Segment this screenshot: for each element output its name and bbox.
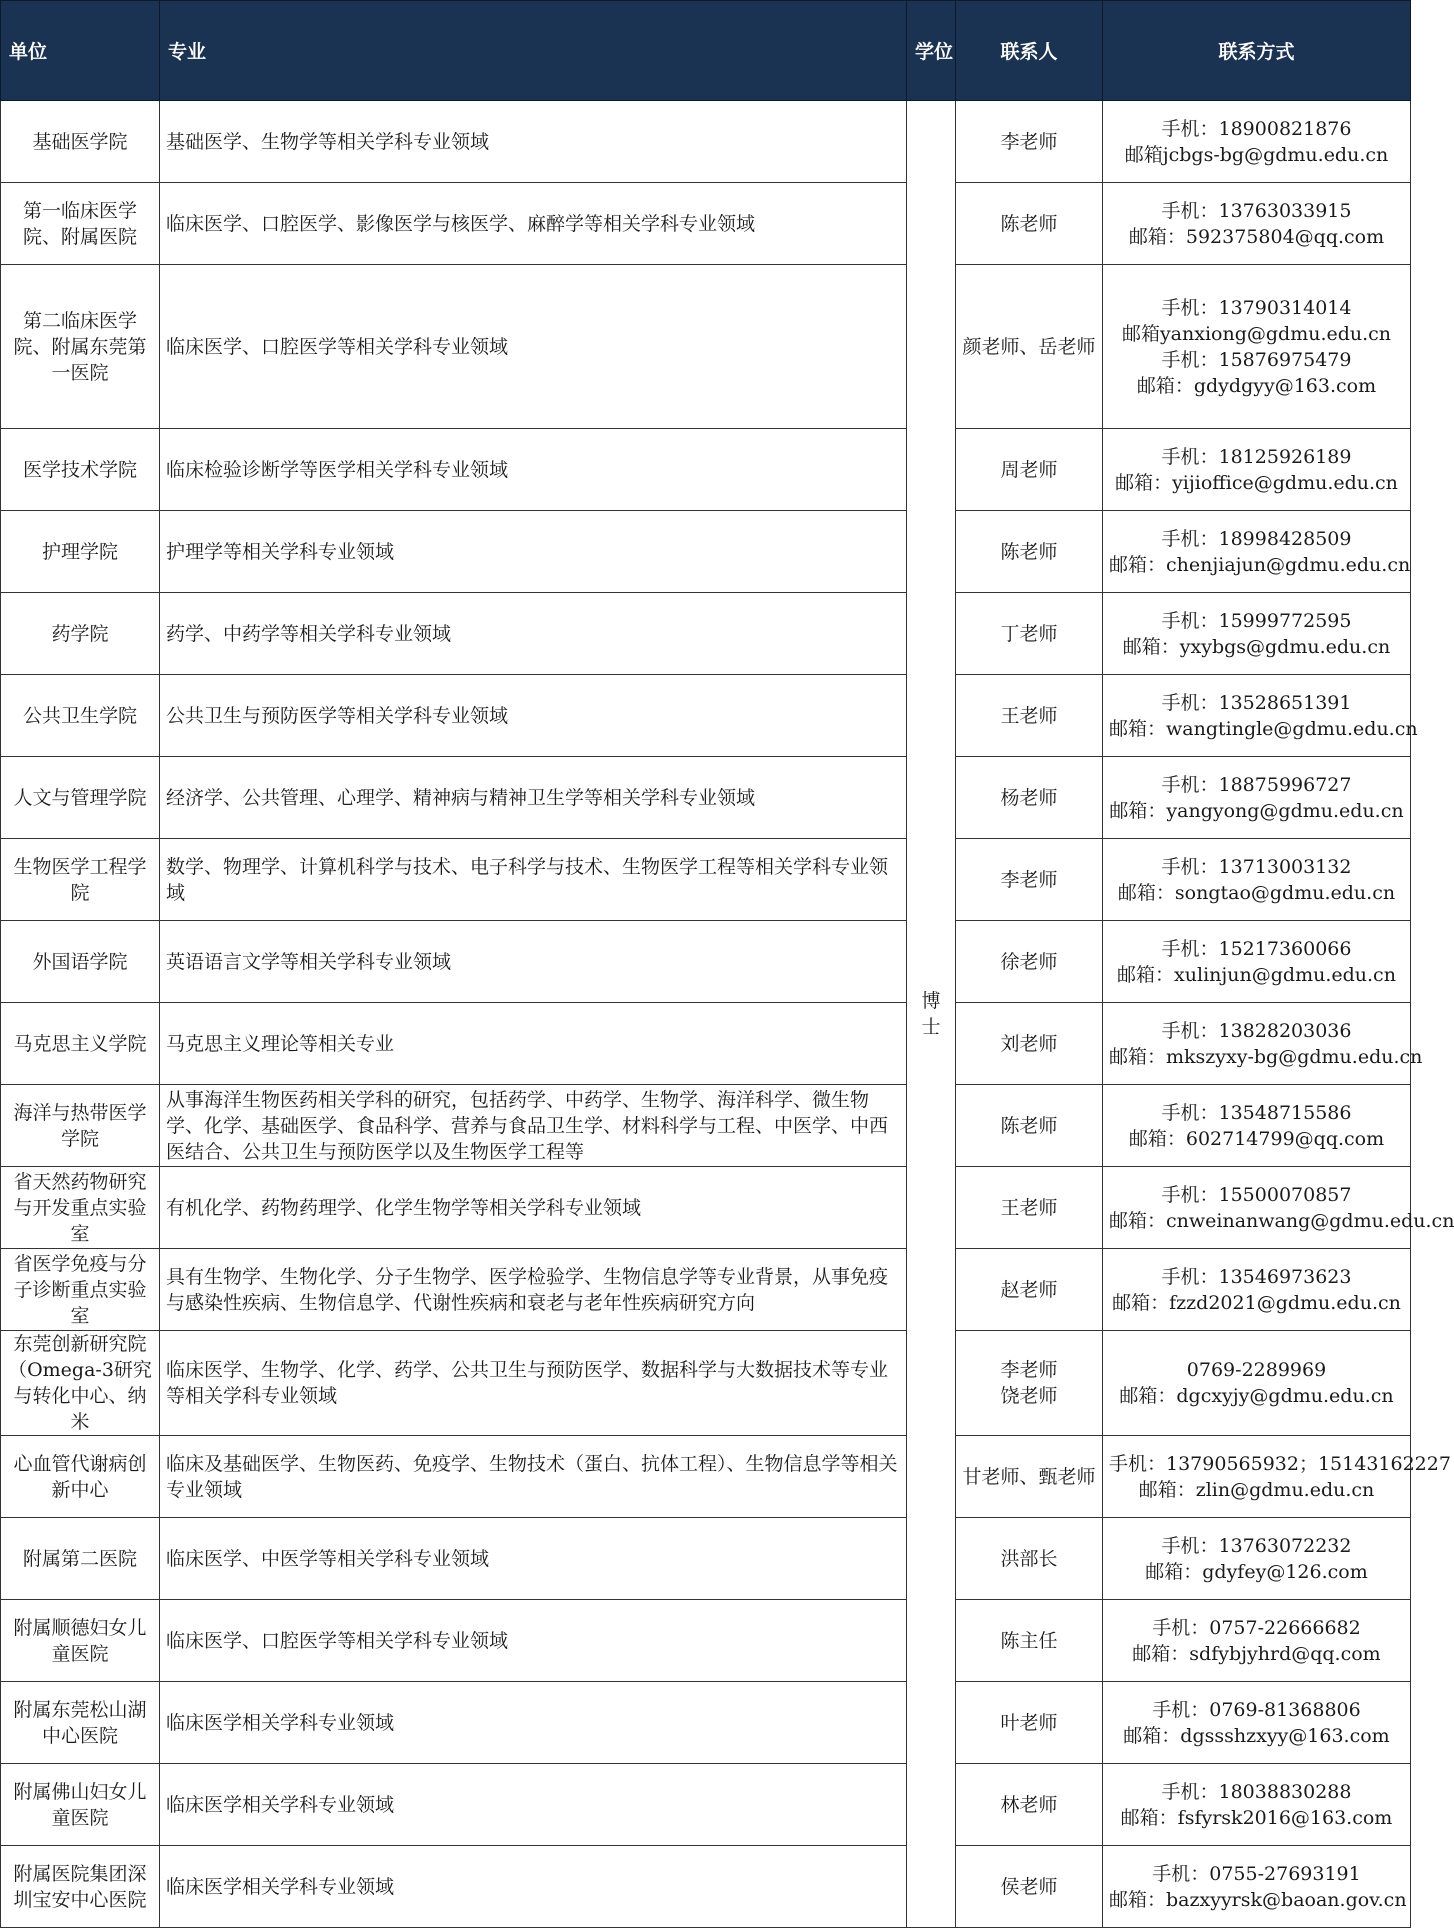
phone-line: 手机：13790314014: [1161, 296, 1352, 319]
contact-person-line: 李老师: [1000, 1359, 1058, 1381]
email-line: 邮箱：yangyong@gdmu.edu.cn: [1109, 799, 1404, 822]
contact-info-cell: [1103, 1331, 1411, 1436]
major-cell: 临床医学相关学科专业领域: [160, 1846, 907, 1928]
contact-person-cell: 王老师: [956, 675, 1103, 757]
unit-cell: 心血管代谢病创新中心: [1, 1436, 160, 1518]
unit-cell: 第一临床医学院、附属医院: [1, 183, 160, 265]
contact-info-cell: [1103, 757, 1411, 839]
email-line: 邮箱：cnweinanwang@gdmu.edu.cn: [1109, 1209, 1454, 1232]
email-line: 邮箱jcbgs-bg@gdmu.edu.cn: [1124, 143, 1389, 166]
unit-cell: 附属佛山妇女儿童医院: [1, 1764, 160, 1846]
contact-person-cell: 甘老师、甄老师: [956, 1436, 1103, 1518]
table-row: [1, 757, 1411, 839]
contact-info-cell: [1103, 183, 1411, 265]
email-line: 邮箱：gdyfey@126.com: [1145, 1560, 1368, 1583]
email-line: 邮箱：fsfyrsk2016@163.com: [1120, 1806, 1393, 1829]
phone-line: 手机：13763072232: [1161, 1534, 1352, 1557]
table-row: [1, 1085, 1411, 1167]
major-cell: 基础医学、生物学等相关学科专业领域: [160, 101, 907, 183]
unit-cell: 药学院: [1, 593, 160, 675]
email-line: 邮箱：chenjiajun@gdmu.edu.cn: [1109, 553, 1411, 576]
major-cell: 马克思主义理论等相关专业: [160, 1003, 907, 1085]
unit-cell: 医学技术学院: [1, 429, 160, 511]
email-line: 邮箱：bazxyyrsk@baoan.gov.cn: [1109, 1888, 1407, 1911]
unit-cell: 生物医学工程学院: [1, 839, 160, 921]
contact-info-cell: [1103, 1846, 1411, 1928]
table-row: [1, 839, 1411, 921]
phone-line: 0769-2289969: [1186, 1359, 1327, 1381]
contact-person-cell: 林老师: [956, 1764, 1103, 1846]
contact-info-cell: [1103, 1518, 1411, 1600]
unit-cell: 省天然药物研究与开发重点实验室: [1, 1167, 160, 1249]
contact-info-cell: [1103, 101, 1411, 183]
contact-person-cell: 陈主任: [956, 1600, 1103, 1682]
major-cell: 有机化学、药物药理学、化学生物学等相关学科专业领域: [160, 1167, 907, 1249]
table-row: [1, 511, 1411, 593]
contact-person-cell: 李老师: [956, 839, 1103, 921]
major-cell: 具有生物学、生物化学、分子生物学、医学检验学、生物信息学等专业背景，从事免疫与感染性疾病、生物信息学、代谢性疾病和衰老与老年性疾病研究方向: [160, 1249, 907, 1331]
unit-cell: 护理学院: [1, 511, 160, 593]
header-degree: 学位: [907, 1, 956, 101]
phone-line: 手机：0769-81368806: [1152, 1698, 1361, 1721]
major-cell: 临床医学、口腔医学等相关学科专业领域: [160, 265, 907, 429]
contact-info-cell: [1103, 593, 1411, 675]
phone-line: 手机：18038830288: [1161, 1780, 1352, 1803]
contact-info-cell: [1103, 675, 1418, 757]
table-row: [1, 101, 1411, 183]
contact-info-cell: [1103, 1167, 1454, 1249]
contact-info-cell: [1103, 1764, 1411, 1846]
email-line: 邮箱：xulinjun@gdmu.edu.cn: [1117, 963, 1396, 986]
email-line: 邮箱：mkszyxy-bg@gdmu.edu.cn: [1109, 1045, 1423, 1068]
header-contact: 联系方式: [1103, 1, 1411, 101]
table-row: [1, 1764, 1411, 1846]
contact-info-cell: [1103, 511, 1411, 593]
unit-cell: 附属医院集团深圳宝安中心医院: [1, 1846, 160, 1928]
unit-cell: 东莞创新研究院（Omega-3研究与转化中心、纳米: [1, 1331, 160, 1436]
table-row: [1, 265, 1411, 429]
major-cell: 数学、物理学、计算机科学与技术、电子科学与技术、生物医学工程等相关学科专业领域: [160, 839, 907, 921]
table-row: [1, 1436, 1411, 1518]
major-cell: 药学、中药学等相关学科专业领域: [160, 593, 907, 675]
contact-person-cell: 李老师: [956, 101, 1103, 183]
table-row: [1, 1167, 1411, 1249]
degree-cell: 博士: [907, 101, 956, 1928]
table-header-row: [1, 1, 1411, 101]
major-cell: 临床医学、中医学等相关学科专业领域: [160, 1518, 907, 1600]
contact-info-cell: [1103, 1682, 1411, 1764]
phone-line: 手机：18875996727: [1161, 773, 1352, 796]
contact-info-cell: [1103, 921, 1411, 1003]
contact-person-cell: 陈老师: [956, 183, 1103, 265]
major-cell: 临床医学相关学科专业领域: [160, 1682, 907, 1764]
contact-person-cell: 杨老师: [956, 757, 1103, 839]
unit-cell: 第二临床医学院、附属东莞第一医院: [1, 265, 160, 429]
phone-line: 手机：0755-27693191: [1152, 1862, 1361, 1885]
major-cell: 经济学、公共管理、心理学、精神病与精神卫生学等相关学科专业领域: [160, 757, 907, 839]
table-row: [1, 921, 1411, 1003]
phone-line: 手机：18900821876: [1161, 117, 1352, 140]
email-line: 邮箱：592375804@qq.com: [1128, 225, 1385, 248]
major-cell: 临床医学、生物学、化学、药学、公共卫生与预防医学、数据科学与大数据技术等专业等相关学科专业领域: [160, 1331, 907, 1436]
header-person: 联系人: [956, 1, 1103, 101]
email-line: 邮箱：gdydgyy@163.com: [1136, 374, 1377, 397]
phone-line: 手机：18998428509: [1161, 527, 1352, 550]
phone-line: 手机：13528651391: [1161, 691, 1352, 714]
table-row: [1, 1846, 1411, 1928]
contact-person-cell: 陈老师: [956, 1085, 1103, 1167]
table-row: [1, 1600, 1411, 1682]
contact-person-cell: 徐老师: [956, 921, 1103, 1003]
header-unit: 单位: [1, 1, 160, 101]
major-cell: 公共卫生与预防医学等相关学科专业领域: [160, 675, 907, 757]
major-cell: 护理学等相关学科专业领域: [160, 511, 907, 593]
contact-person-cell: 洪部长: [956, 1518, 1103, 1600]
contact-person-cell: 颜老师、岳老师: [956, 265, 1103, 429]
phone-line: 手机：13828203036: [1161, 1019, 1352, 1042]
major-cell: 临床医学、口腔医学等相关学科专业领域: [160, 1600, 907, 1682]
major-cell: 英语语言文学等相关学科专业领域: [160, 921, 907, 1003]
email-line: 邮箱：602714799@qq.com: [1128, 1127, 1385, 1150]
header-major: 专业: [160, 1, 907, 101]
phone-line: 手机：15500070857: [1161, 1183, 1352, 1206]
email-line: 邮箱：zlin@gdmu.edu.cn: [1138, 1478, 1375, 1501]
unit-cell: 马克思主义学院: [1, 1003, 160, 1085]
major-cell: 从事海洋生物医药相关学科的研究，包括药学、中药学、生物学、海洋科学、微生物学、化学、基础医学、食品科学、营养与食品卫生学、材料科学与工程、中医学、中西医结合、公共卫生与预防医学以及生物医学工程等: [160, 1085, 907, 1167]
contact-person-cell: 侯老师: [956, 1846, 1103, 1928]
phone-line: 手机：13763033915: [1161, 199, 1352, 222]
contact-info-cell: [1103, 1436, 1451, 1518]
contact-info-cell: [1103, 429, 1411, 511]
email-line: 邮箱：fzzd2021@gdmu.edu.cn: [1112, 1291, 1401, 1314]
major-cell: 临床检验诊断学等医学相关学科专业领域: [160, 429, 907, 511]
contact-person-line: 饶老师: [1000, 1385, 1058, 1407]
contact-info-cell: [1103, 1003, 1423, 1085]
email-line: 邮箱：songtao@gdmu.edu.cn: [1117, 881, 1396, 904]
email-line: 邮箱：wangtingle@gdmu.edu.cn: [1109, 717, 1418, 740]
contact-info-cell: [1103, 1600, 1411, 1682]
email-line: 邮箱：yijioffice@gdmu.edu.cn: [1115, 471, 1398, 494]
email-line: 邮箱：sdfybjyhrd@qq.com: [1132, 1642, 1381, 1665]
contact-person-cell: 王老师: [956, 1167, 1103, 1249]
phone-line: 手机：15999772595: [1161, 609, 1352, 632]
contact-person-cell: [956, 1331, 1103, 1436]
phone-line: 手机：15876975479: [1161, 348, 1352, 371]
major-cell: 临床医学相关学科专业领域: [160, 1764, 907, 1846]
table-body: [1, 101, 1454, 1928]
table-row: [1, 675, 1411, 757]
phone-line: 手机：18125926189: [1161, 445, 1352, 468]
contact-person-cell: 刘老师: [956, 1003, 1103, 1085]
phone-line: 手机：0757-22666682: [1152, 1616, 1361, 1639]
contact-person-cell: 叶老师: [956, 1682, 1103, 1764]
table-row: [1, 1682, 1411, 1764]
phone-line: 手机：13790565932；15143162227: [1109, 1452, 1451, 1475]
unit-cell: 附属顺德妇女儿童医院: [1, 1600, 160, 1682]
table-row: [1, 429, 1411, 511]
unit-cell: 附属东莞松山湖中心医院: [1, 1682, 160, 1764]
email-line: 邮箱yanxiong@gdmu.edu.cn: [1121, 322, 1392, 345]
unit-cell: 公共卫生学院: [1, 675, 160, 757]
table-row: [1, 593, 1411, 675]
unit-cell: 外国语学院: [1, 921, 160, 1003]
phone-line: 手机：13546973623: [1161, 1265, 1352, 1288]
major-cell: 临床及基础医学、生物医药、免疫学、生物技术（蛋白、抗体工程）、生物信息学等相关专业领域: [160, 1436, 907, 1518]
email-line: 邮箱：yxybgs@gdmu.edu.cn: [1122, 635, 1391, 658]
unit-cell: 省医学免疫与分子诊断重点实验室: [1, 1249, 160, 1331]
contact-person-cell: 周老师: [956, 429, 1103, 511]
unit-cell: 海洋与热带医学学院: [1, 1085, 160, 1167]
contact-info-cell: [1103, 839, 1411, 921]
contact-info-cell: [1103, 1249, 1411, 1331]
unit-cell: 基础医学院: [1, 101, 160, 183]
contact-person-cell: 陈老师: [956, 511, 1103, 593]
major-cell: 临床医学、口腔医学、影像医学与核医学、麻醉学等相关学科专业领域: [160, 183, 907, 265]
contact-info-cell: [1103, 265, 1411, 429]
table-row: [1, 1331, 1411, 1436]
contact-person-cell: 赵老师: [956, 1249, 1103, 1331]
contact-person-cell: 丁老师: [956, 593, 1103, 675]
table-row: [1, 183, 1411, 265]
phone-line: 手机：15217360066: [1161, 937, 1352, 960]
contact-info-cell: [1103, 1085, 1411, 1167]
table-row: [1, 1249, 1411, 1331]
unit-cell: 附属第二医院: [1, 1518, 160, 1600]
table-row: [1, 1003, 1411, 1085]
table-row: [1, 1518, 1411, 1600]
phone-line: 手机：13713003132: [1161, 855, 1352, 878]
email-line: 邮箱：dgcxyjy@gdmu.edu.cn: [1119, 1385, 1394, 1407]
email-line: 邮箱：dgssshzxyy@163.com: [1123, 1724, 1390, 1747]
phone-line: 手机：13548715586: [1161, 1101, 1352, 1124]
unit-cell: 人文与管理学院: [1, 757, 160, 839]
